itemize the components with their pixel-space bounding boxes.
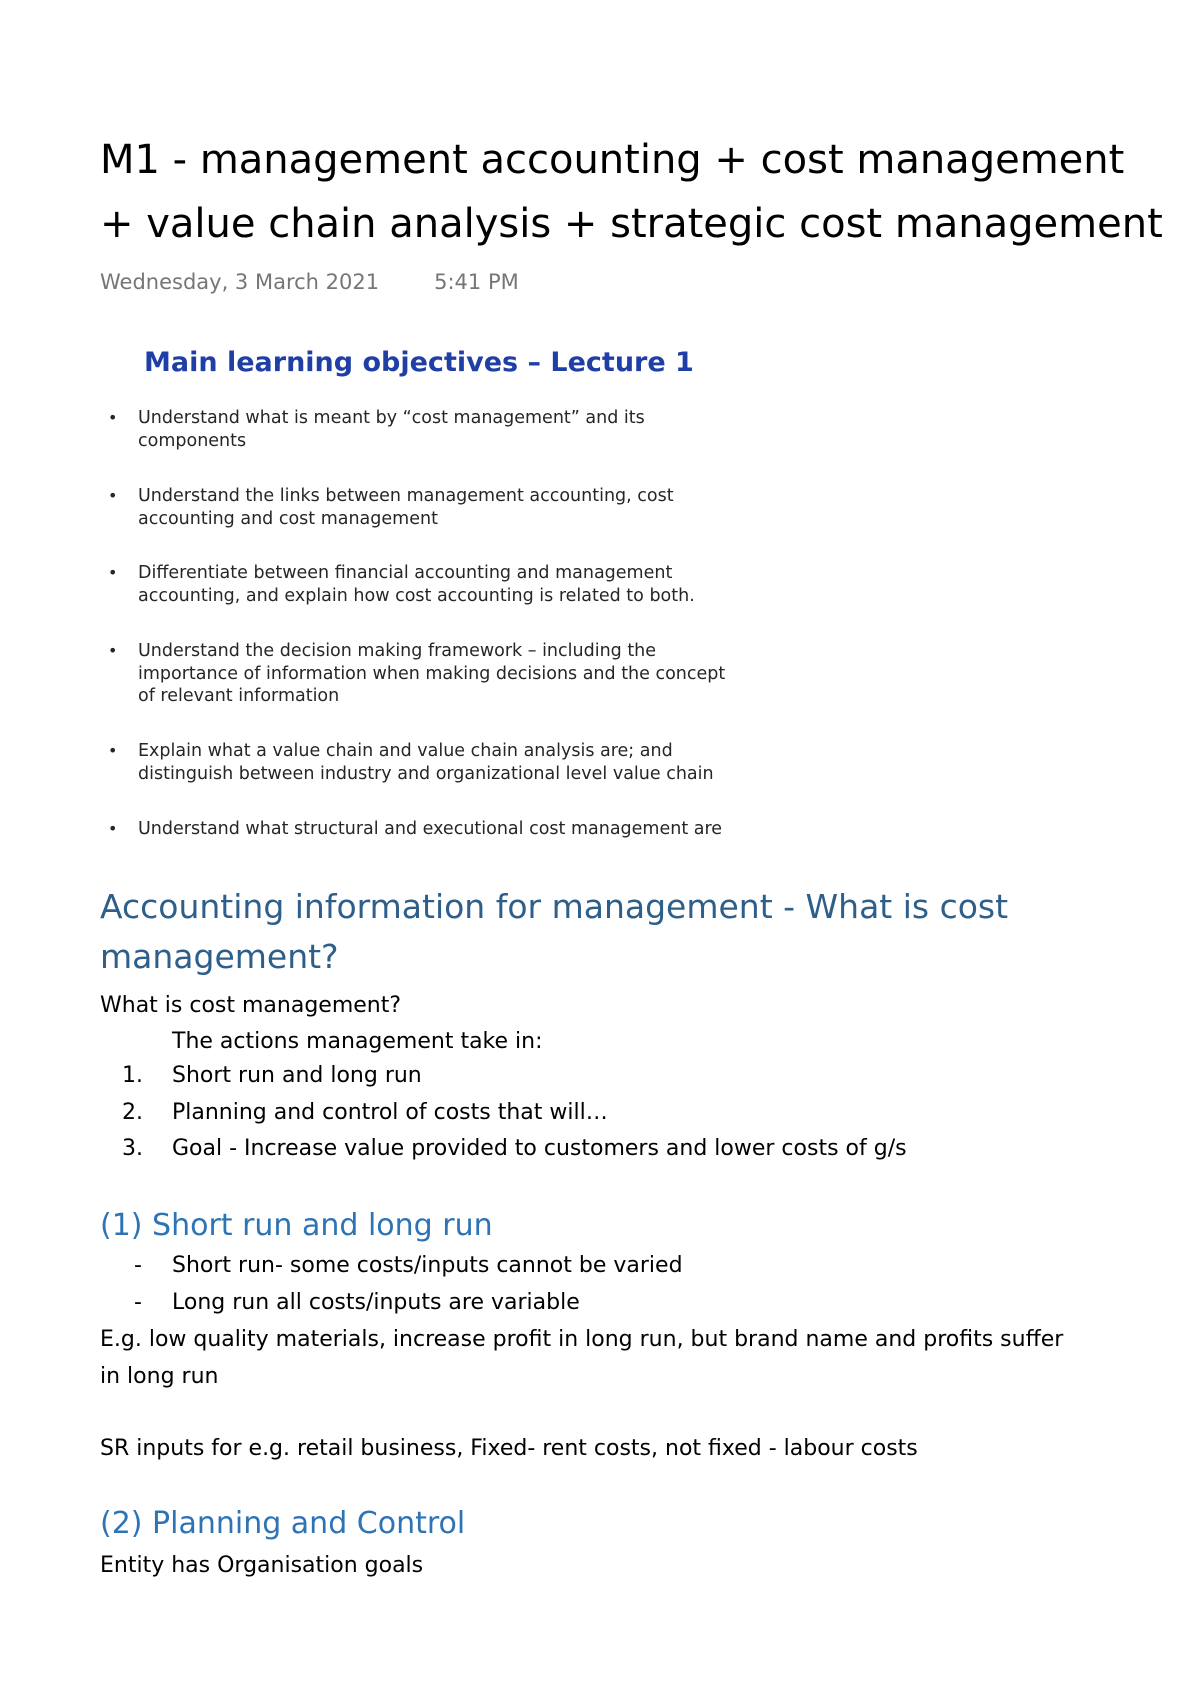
page-date: Wednesday, 3 March 2021 [100,270,380,294]
paragraph-line: E.g. low quality materials, increase profit in long run, but brand name and profits suffer [100,1327,1064,1352]
objective-item [100,818,800,841]
heading-line: management? [100,937,339,976]
list-item [100,1058,907,1095]
lecture-slide-image [100,335,800,855]
list-item-text: Short run and long run [172,1063,422,1088]
objectives-list [100,407,800,841]
page-title [100,128,1200,256]
page-time: 5:41 PM [434,270,519,294]
objective-item [100,740,800,818]
entity-goals-text: Entity has Organisation goals [100,1553,424,1578]
question-text: What is cost management? [100,993,402,1018]
objective-line: Differentiate between financial accounting and management [138,563,673,583]
bullet-icon: • [108,408,118,427]
objective-line: components [138,430,247,451]
bullet-icon: • [108,819,118,838]
list-number: 1. [122,1063,143,1088]
section-heading-planning-control: (2) Planning and Control [100,1506,466,1541]
objective-line: distinguish between industry and organizational level value chain [138,763,714,784]
dash-bullet-icon: - [134,1289,142,1315]
heading-line: Accounting information for management - What is cost [100,887,1009,926]
objective-line: Understand the decision making framework – including the [138,641,657,661]
list-number: 3. [122,1136,143,1161]
paragraph-line: in long run [100,1363,219,1389]
objective-item [100,485,800,562]
list-item-text: Planning and control of costs that will… [172,1099,608,1125]
list-item [100,1131,907,1168]
list-number: 2. [122,1099,143,1125]
objective-line: accounting, and explain how cost accounting is related to both. [138,585,695,606]
objective-item [100,407,800,485]
bullet-icon: • [108,563,118,582]
section-heading-cost-management [100,882,1100,982]
objective-line: of relevant information [138,686,340,706]
example-paragraph [100,1322,1160,1395]
bullet-icon: • [108,486,118,505]
page-title-line: + value chain analysis + strategic cost management [100,201,1163,247]
page-timestamp [100,270,519,294]
bullet-icon: • [108,741,118,760]
list-item [100,1248,683,1285]
objective-line: Explain what a value chain and value chain analysis are; and [138,741,673,761]
numbered-list [100,1058,907,1168]
dash-list [100,1248,683,1321]
objective-line: Understand the links between management accounting, cost [138,486,674,506]
slide-title: Main learning objectives – Lecture 1 [144,347,694,378]
objective-line: accounting and cost management [138,508,438,529]
list-item-text: Short run- some costs/inputs cannot be varied [172,1253,683,1278]
list-item-text: Goal - Increase value provided to customers and lower costs of g/s [172,1136,907,1161]
sr-inputs-text: SR inputs for e.g. retail business, Fixed- rent costs, not fixed - labour costs [100,1436,918,1461]
list-item [100,1095,907,1132]
intro-text: The actions management take in: [172,1029,543,1054]
objective-item [100,562,800,640]
section-heading-short-long-run: (1) Short run and long run [100,1208,493,1243]
objective-line: Understand what is meant by “cost management” and its [138,408,645,428]
list-item-text: Long run all costs/inputs are variable [172,1289,580,1315]
list-item [100,1285,683,1322]
objective-item [100,640,800,740]
dash-bullet-icon: - [134,1253,142,1278]
bullet-icon: • [108,641,118,660]
objective-line: importance of information when making decisions and the concept [138,663,726,684]
page-title-line: M1 - management accounting + cost management [100,137,1125,183]
objective-line: Understand what structural and executional cost management are [138,819,723,839]
